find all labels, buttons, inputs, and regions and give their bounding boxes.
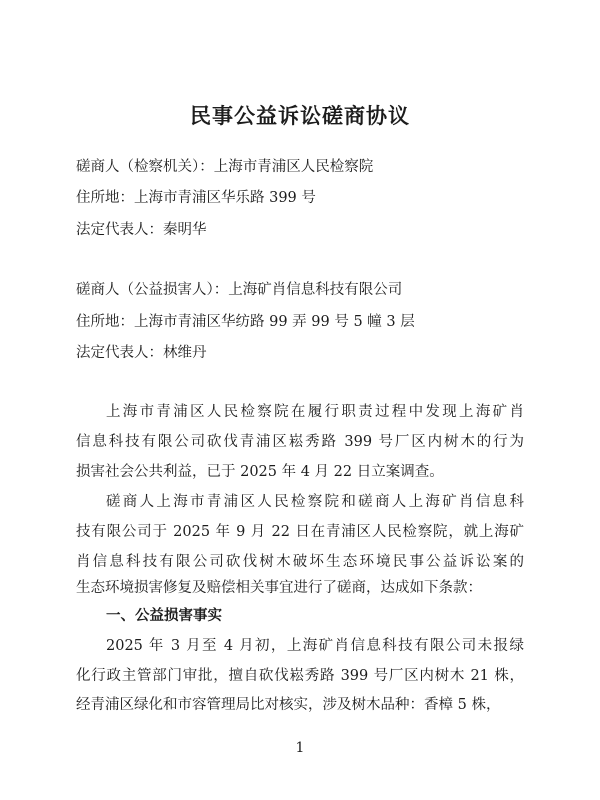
party2-name: 磋商人（公益损害人）：上海矿肖信息科技有限公司	[76, 282, 403, 298]
paragraph1-line: 损害社会公共利益，已于 2025 年 4 月 22 日立案调查。	[76, 464, 444, 480]
paragraph1-line: 上海市青浦区人民检察院在履行职责过程中发现上海矿肖	[106, 404, 524, 420]
paragraph2-line: 磋商人上海市青浦区人民检察院和磋商人上海矿肖信息科	[106, 494, 524, 510]
party2-address: 住所地：上海市青浦区华纺路 99 弄 99 号 5 幢 3 层	[76, 314, 415, 330]
party1-address: 住所地：上海市青浦区华乐路 399 号	[76, 190, 316, 206]
paragraph2-line: 肖信息科技有限公司砍伐树木破坏生态环境民事公益诉讼案的	[76, 554, 524, 570]
paragraph3-line: 化行政主管部门审批，擅自砍伐崧秀路 399 号厂区内树木 21 株，	[76, 668, 524, 684]
paragraph3-line: 2025 年 3 月至 4 月初，上海矿肖信息科技有限公司未报绿	[106, 638, 524, 654]
paragraph2-line: 生态环境损害修复及赔偿相关事宜进行了磋商，达成如下条款：	[76, 580, 482, 596]
party1-representative: 法定代表人：秦明华	[76, 222, 207, 238]
section-heading: 一、公益损害事实	[106, 608, 222, 624]
paragraph1-line: 信息科技有限公司砍伐青浦区崧秀路 399 号厂区内树木的行为	[76, 434, 524, 450]
paragraph3-line: 经青浦区绿化和市容管理局比对核实，涉及树木品种：香樟 5 株，	[76, 697, 501, 713]
page-number: 1	[295, 740, 305, 756]
document-title: 民事公益诉讼磋商协议	[190, 104, 410, 128]
paragraph2-line: 技有限公司于 2025 年 9 月 22 日在青浦区人民检察院，就上海矿	[76, 524, 524, 540]
party1-name: 磋商人（检察机关）：上海市青浦区人民检察院	[76, 159, 374, 175]
party2-representative: 法定代表人：林维丹	[76, 345, 207, 361]
